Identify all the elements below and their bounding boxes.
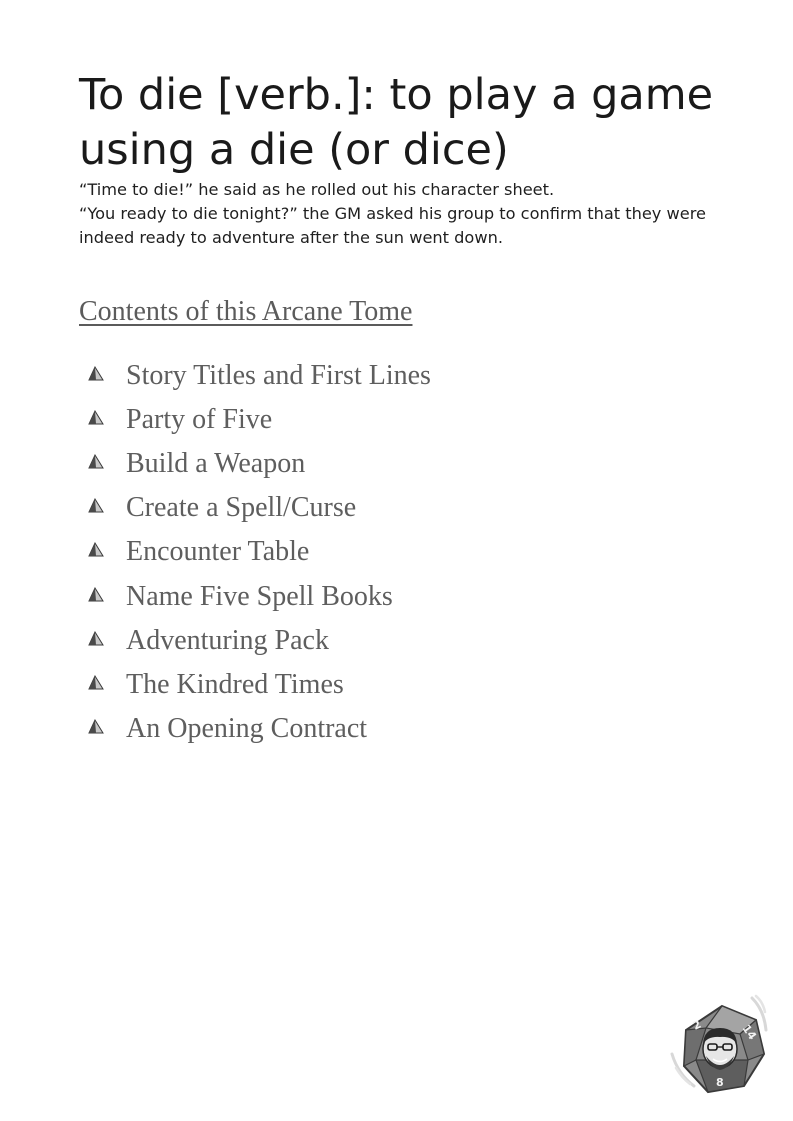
contents-item [86, 354, 431, 398]
d4-die-icon [86, 366, 126, 386]
contents-item [86, 530, 431, 574]
example-quote-2: “You ready to die tonight?” the GM asked his group to confirm that they were indeed ready to adventure after the sun went down. [79, 204, 706, 247]
contents-item [86, 619, 431, 663]
contents-item [86, 663, 431, 707]
contents-item-label: Story Titles and First Lines [126, 360, 431, 392]
die-number-14: 14 [739, 1022, 759, 1043]
d4-die-icon [86, 454, 126, 474]
contents-heading: Contents of this Arcane Tome [79, 296, 413, 327]
contents-list [86, 354, 431, 751]
contents-item-label: The Kindred Times [126, 668, 344, 700]
example-quote-1: “Time to die!” he said as he rolled out his character sheet. [79, 180, 555, 199]
contents-item-label: Party of Five [126, 404, 273, 436]
d20-face-logo [668, 994, 768, 1094]
d4-die-icon [86, 631, 126, 651]
contents-item-label: Build a Weapon [126, 448, 306, 480]
contents-item [86, 398, 431, 442]
contents-item [86, 574, 431, 618]
contents-item [86, 442, 431, 486]
definition-examples [79, 178, 759, 250]
d4-die-icon [86, 498, 126, 518]
contents-item [86, 486, 431, 530]
die-number-2: 2 [690, 1017, 704, 1033]
contents-item [86, 707, 431, 751]
d4-die-icon [86, 410, 126, 430]
d4-die-icon [86, 675, 126, 695]
d4-die-icon [86, 587, 126, 607]
d4-die-icon [86, 719, 126, 739]
contents-item-label: Adventuring Pack [126, 624, 329, 656]
contents-item-label: Encounter Table [126, 536, 310, 568]
d4-die-icon [86, 542, 126, 562]
contents-item-label: Name Five Spell Books [126, 580, 393, 612]
page-title: To die [verb.]: to play a game using a die (or dice) [79, 70, 714, 175]
die-number-8: 8 [716, 1076, 724, 1089]
contents-item-label: Create a Spell/Curse [126, 492, 357, 524]
contents-item-label: An Opening Contract [126, 712, 368, 744]
